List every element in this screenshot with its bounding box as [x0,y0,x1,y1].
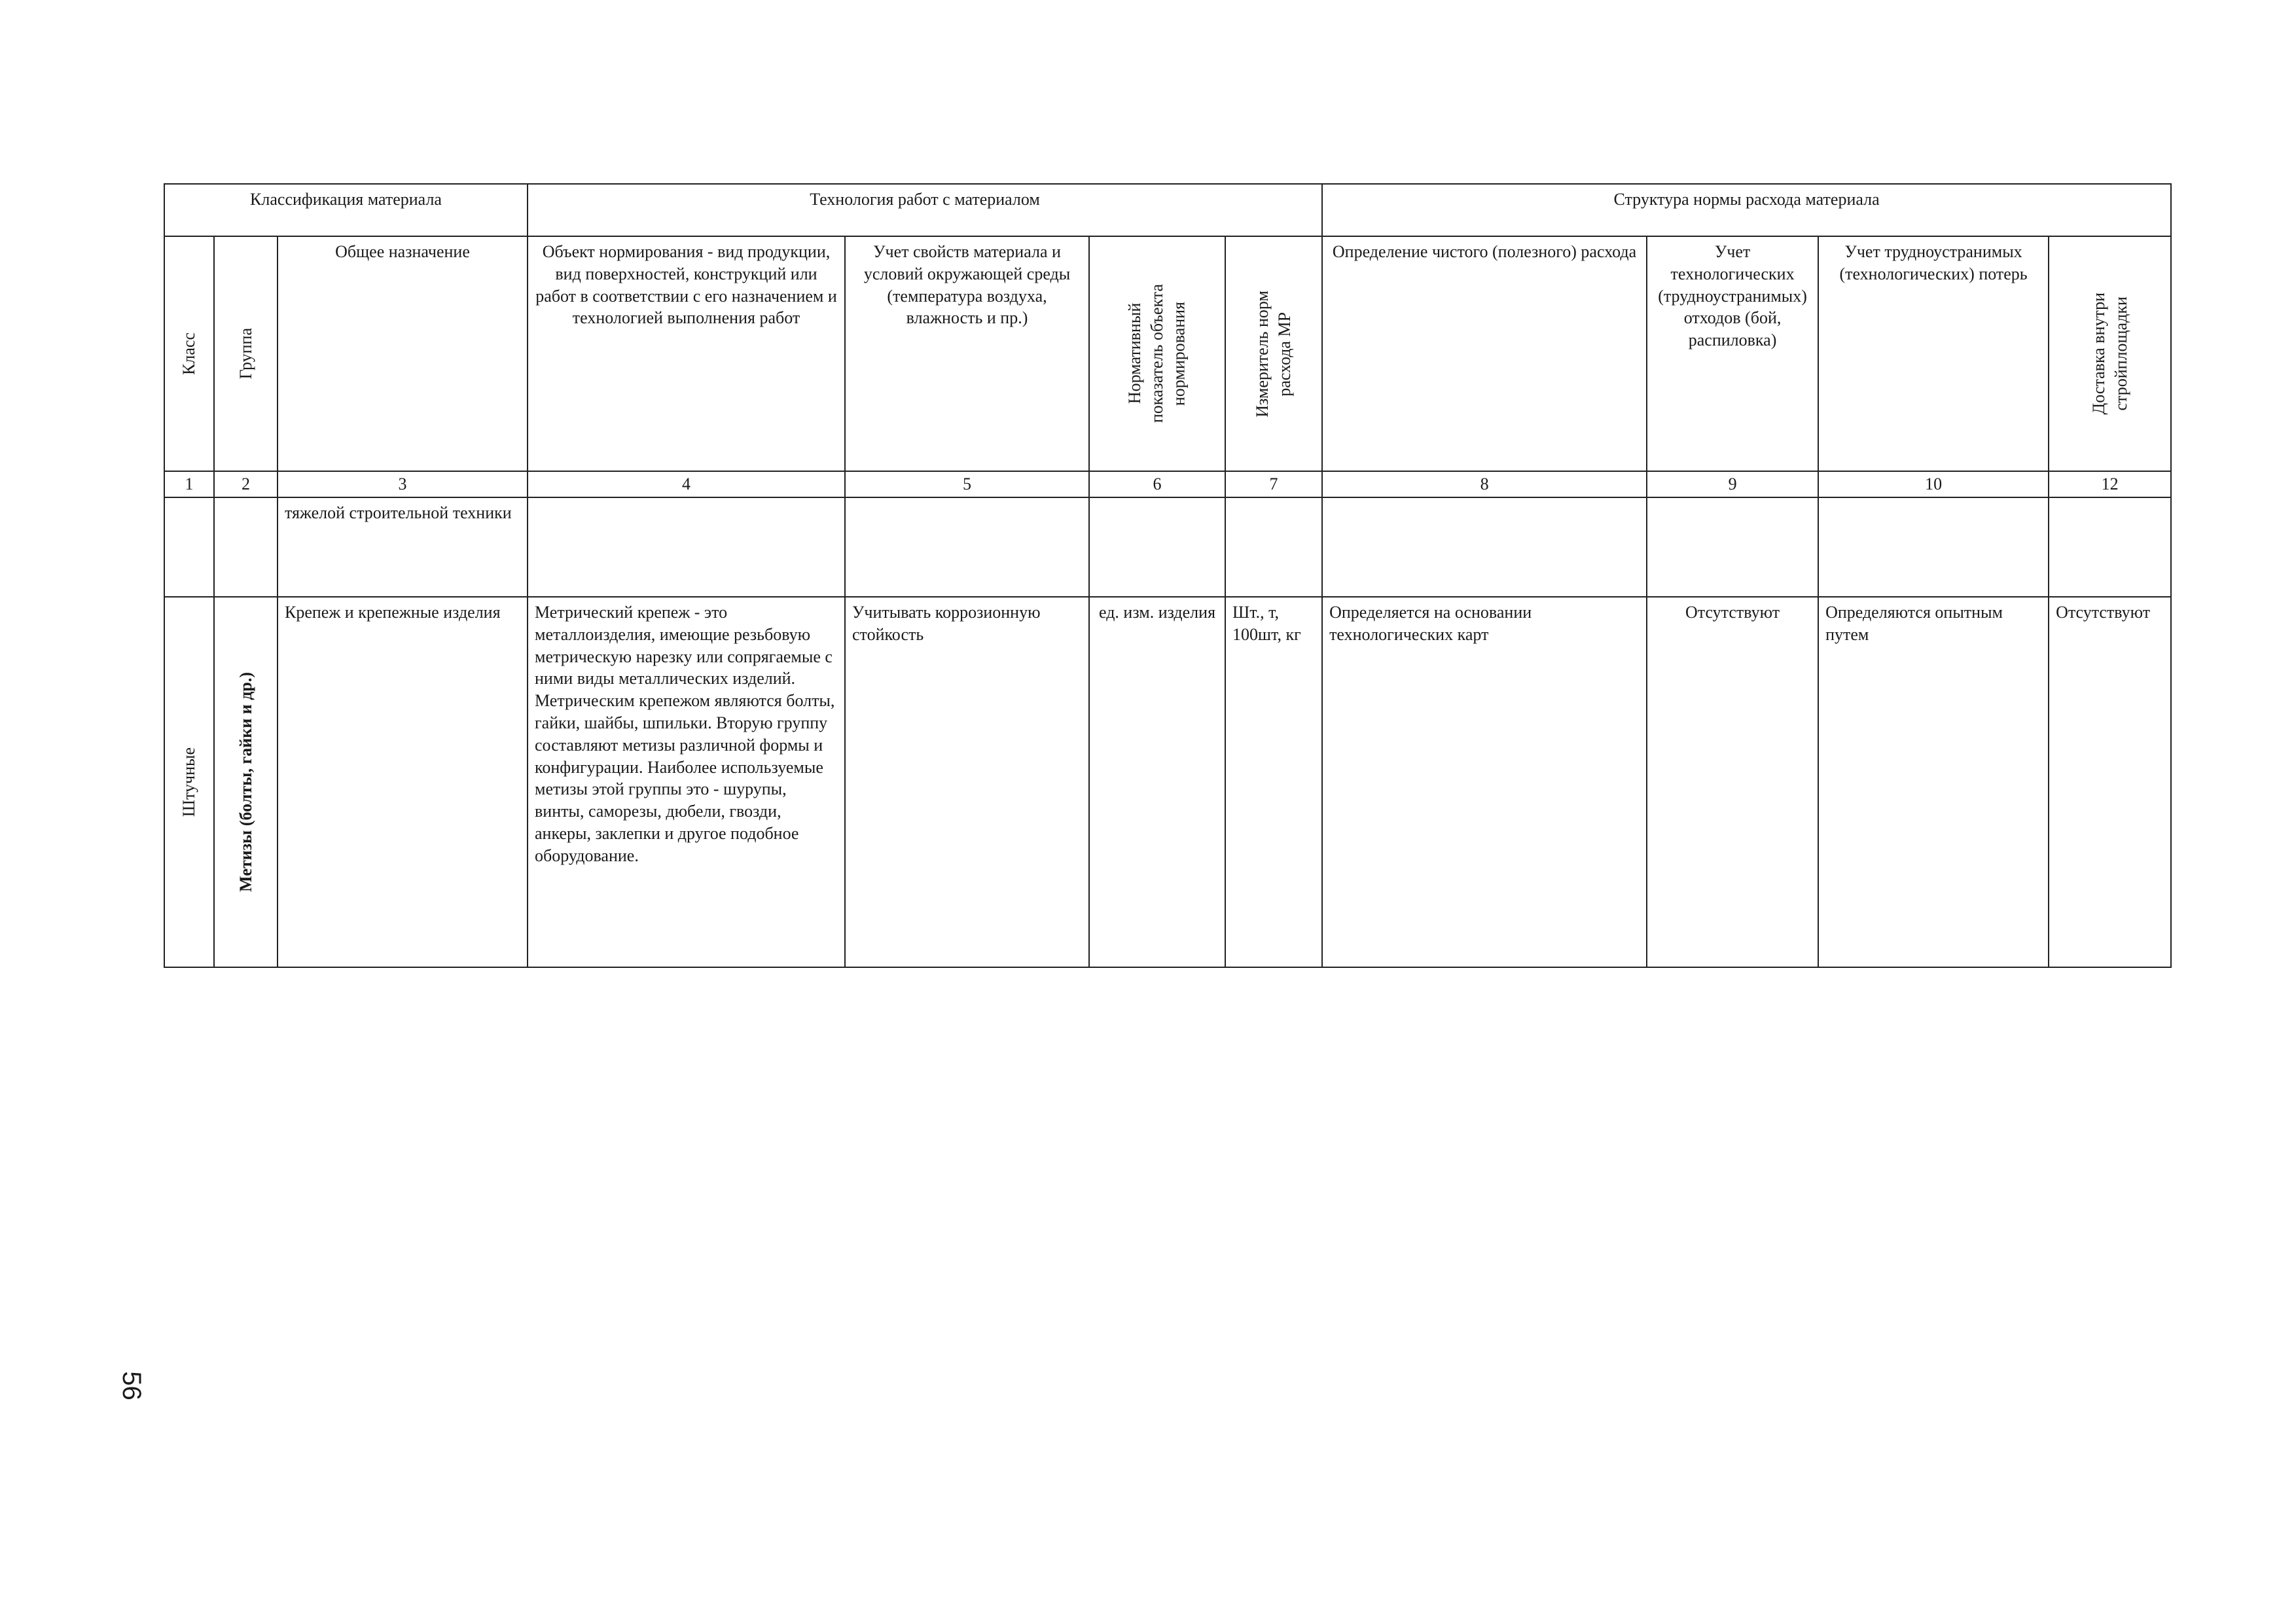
waste-header: Учет технологических (трудноустранимых) отходов (бой, распиловка) [1647,236,1818,471]
object-header: Объект нормирования - вид продукции, вид поверхностей, конструкций или работ в соответствии с его назначением и технологией выполнения работ [528,236,845,471]
column-number: 12 [2049,471,2171,497]
column-number: 8 [1322,471,1647,497]
group-value: Метизы (болты, гайки и др.) [236,672,255,892]
purpose-cell: Крепеж и крепежные изделия [278,597,528,967]
prev-purpose-cell: тяжелой строительной техники [278,497,528,597]
properties-cell: Учитывать коррозионную стойкость [845,597,1089,967]
meter-header-cell [1225,236,1322,471]
column-number: 4 [528,471,845,497]
column-number: 10 [1818,471,2049,497]
class-header: Класс [179,332,199,375]
column-header-row [164,236,2171,471]
classification-header: Классификация материала [164,184,528,236]
column-number: 6 [1089,471,1225,497]
waste-cell: Отсутствуют [1647,597,1818,967]
properties-header: Учет свойств материала и условий окружающей среды (температура воздуха, влажность и пр.) [845,236,1089,471]
indicator-cell: ед. изм. изделия [1089,597,1225,967]
indicator-header-cell [1089,236,1225,471]
column-number-row [164,471,2171,497]
indicator-header: Нормативный показатель объекта нормирования [1125,284,1189,423]
net-cell: Определяется на основании технологических карт [1322,597,1647,967]
column-number: 7 [1225,471,1322,497]
column-number: 3 [278,471,528,497]
group-header-cell [214,236,278,471]
net-header: Определение чистого (полезного) расхода [1322,236,1647,471]
page-number: 56 [117,1371,146,1400]
losses-cell: Определяются опытным путем [1818,597,2049,967]
norms-table [164,183,2172,968]
class-header-cell [164,236,214,471]
object-cell: Метрический крепеж - это металлоизделия, имеющие резьбовую метрическую нарезку или сопрягаемые с ними виды металлических изделий. Метрическим крепежом являются болты, гайки, шайбы, шпильки. Вторую группу составляют метизы различной формы и конфигурации. Наиболее используемые метизы этой группы это - шурупы, винты, саморезы, дюбели, гвозди, анкеры, заклепки и другое подобное оборудование. [528,597,845,967]
technology-header: Технология работ с материалом [528,184,1322,236]
table-row [164,597,2171,967]
column-number: 5 [845,471,1089,497]
structure-header: Структура нормы расхода материала [1322,184,2171,236]
delivery-header: Доставка внутри стройплощадки [2089,293,2130,415]
delivery-header-cell [2049,236,2171,471]
group-cell [214,597,278,967]
table-row [164,497,2171,597]
losses-header: Учет трудноустранимых (технологических) потерь [1818,236,2049,471]
meter-header: Измеритель норм расхода МР [1253,290,1295,418]
column-number: 1 [164,471,214,497]
group-header-row [164,184,2171,236]
column-number: 9 [1647,471,1818,497]
meter-cell: Шт., т, 100шт, кг [1225,597,1322,967]
group-header: Группа [236,328,255,380]
purpose-header: Общее назначение [278,236,528,471]
delivery-cell: Отсутствуют [2049,597,2171,967]
column-number: 2 [214,471,278,497]
class-cell [164,597,214,967]
class-value: Штучные [179,747,199,817]
